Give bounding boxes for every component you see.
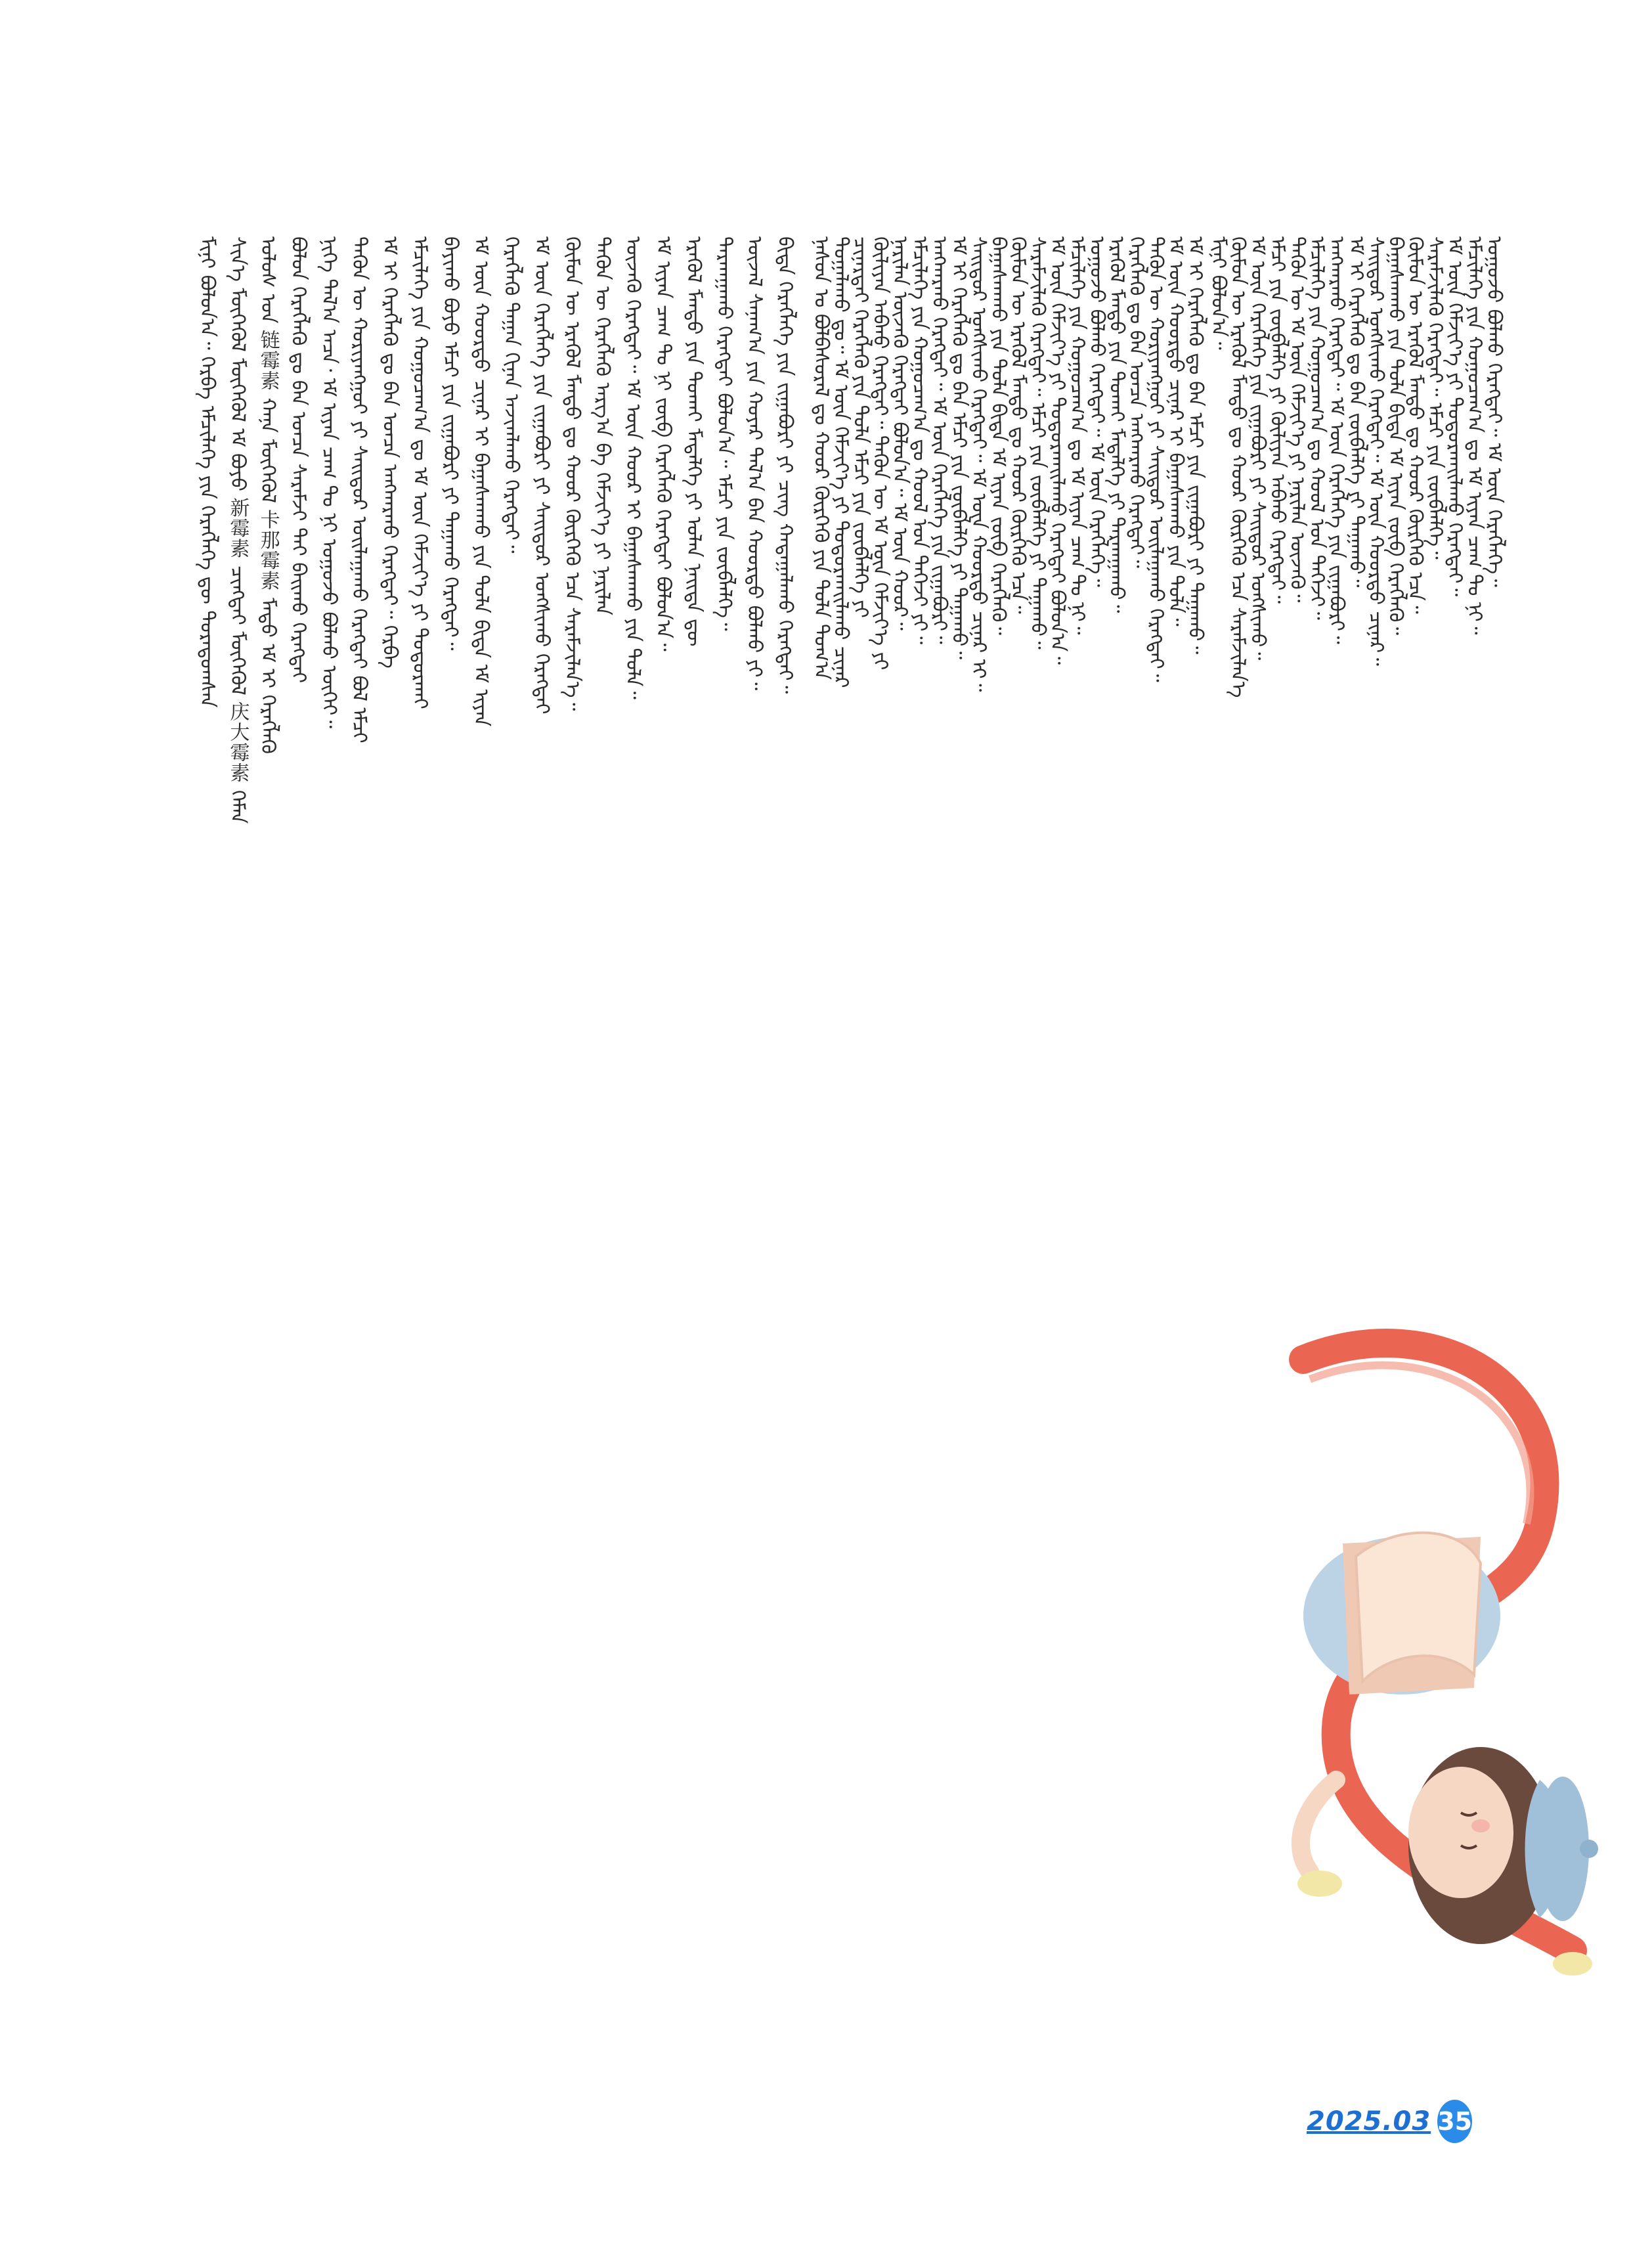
text-line: ᠮᠢᠨᠢ ᠪᠤᠯᠤᠨ᠎ᠠ᠃ (1207, 236, 1230, 350)
text-line: ᠲᠡᠭᠦᠨ ᠦ ᠬᠤᠷᠢᠶᠠᠩᠭᠤᠢ ᠶᠢ ᠰᠠᠢᠲᠤᠷ ᠣᠢᠯᠠᠭᠠᠬᠤ ᠬᠡᠷᠡᠭᠲᠡᠢ ᠪᠣᠯ ᠡᠮᠴᠢ (347, 236, 371, 743)
text-column-middle (810, 236, 1207, 2200)
text-line: ᠬᠦᠮᠦᠨ ᠦ ᠡᠷᠡᠭᠦᠯ ᠮᠡᠨᠳᠦ ᠳᠤ ᠬᠣᠣᠷ ᠬᠦᠷᠭᠡᠬᠦ ᠡᠴᠡ ᠰᠡᠷᠡᠮᠵᠢᠯᠡᠨ᠎ᠡ᠃ (560, 236, 584, 711)
text-line: ᠰᠠᠢᠲᠤᠷ ᠤᠩᠰᠢᠬᠤ ᠬᠡᠷᠡᠭᠲᠡᠢ᠃ ᠡᠮ ᠦᠨ ᠬᠣᠣᠷᠲᠤ ᠴᠢᠨᠠᠷ ᠢ᠃ (967, 236, 990, 692)
text-line: ᠬᠦᠮᠦᠨ ᠦ ᠡᠷᠡᠭᠦᠯ ᠮᠡᠨᠳᠦ ᠳᠤ ᠬᠣᠣᠷ ᠬᠦᠷᠭᠡᠬᠦ ᠡᠴᠡ ᠰᠡᠷᠡᠮᠵᠢᠯᠡᠨ᠎ᠡ (1227, 236, 1250, 698)
text-line: ᠲᠡᠭᠦᠨ ᠦ ᠡᠮ ᠦᠨ ᠬᠡᠮᠵᠢᠶ᠎ᠡ ᠶᠢ ᠨᠠᠷᠢᠯᠠᠨ ᠦᠵᠡᠬᠦ᠃ (1286, 236, 1309, 603)
text-line: ᠴᠢᠨᠠᠷᠲᠠᠢ ᠬᠡᠷᠡᠭᠯᠡᠬᠦ ᠶᠢᠨ ᠲᠤᠯᠠ ᠡᠮᠴᠢ ᠶᠢᠨ ᠵᠥᠪᠯᠡᠯᠭᠡ ᠶᠢ (849, 236, 872, 618)
text-line: ᠰᠠᠢᠲᠤᠷ ᠤᠩᠰᠢᠬᠤ ᠬᠡᠷᠡᠭᠲᠡᠢ᠃ ᠡᠮ ᠦᠨ ᠬᠣᠣᠷᠲᠤ ᠴᠢᠨᠠᠷ᠃ (1364, 236, 1387, 666)
text-line: ᠡᠮ ᠦᠨ ᠬᠡᠮᠵᠢᠶ᠎ᠡ ᠶᠢ ᠲᠣᠳᠣᠷᠬᠠᠢᠯᠠᠬᠤ ᠬᠡᠷᠡᠭᠲᠡᠢ ᠪᠣᠯᠣᠨ᠎ᠠ᠃ (1046, 236, 1069, 665)
text-line: ᠰᠢᠨ᠎ᠡ ᠮᠥᠭᠡᠭᠦᠯ ᠮᠥᠭᠡᠭᠦᠯ ᠡᠮ ᠪᠤᠶᠤ 新霉素 ᠴᠢᠩᠳᠠᠢ ᠮᠥᠭᠡᠭᠦᠯ 庆大霉素 ᠬᠡᠮᠡᠨ (226, 236, 250, 824)
text-line: ᠡᠷᠡᠭᠦᠯ ᠮᠡᠨᠳᠦ ᠶᠢᠨ ᠲᠤᠬᠠᠢ ᠮᠡᠳᠡᠯᠭᠡ ᠶᠢ ᠲᠠᠷᠬᠠᠭᠠᠬᠤ᠃ (1105, 236, 1128, 613)
text-line: ᠬᠡᠷᠡᠭᠯᠡᠬᠦ ᠳᠠᠭᠠᠨ ᠬᠢᠨᠠᠨ ᠠᠵᠢᠭᠯᠠᠬᠤ ᠬᠡᠷᠡᠭᠲᠡᠢ᠃ (500, 236, 523, 554)
text-line: ᠬᠡᠷᠡᠭᠯᠡᠬᠦ ᠳᠤ ᠪᠡᠨ ᠣᠨᠴᠠ ᠠᠩᠬᠠᠷᠬᠤ ᠬᠡᠷᠡᠭᠲᠡᠢ᠃ (1125, 236, 1148, 568)
text-line: ᠲᠣᠭᠠᠯᠠᠬᠤ ᠳᠤ᠃ ᠡᠮ ᠦᠨ ᠬᠡᠮᠵᠢᠶ᠎ᠡ ᠶᠢ ᠲᠣᠳᠣᠷᠬᠠᠢᠯᠠᠬᠤ ᠴᠢᠨᠠᠷ (829, 236, 852, 688)
text-line: ᠪᠠᠭᠠᠰᠬᠠᠬᠤ ᠶᠢᠨ ᠲᠤᠯᠠ ᠪᠢᠳᠡ ᠡᠮ ᠢᠶᠡᠨ ᠵᠥᠪ ᠬᠡᠷᠡᠭᠯᠡᠬᠦ᠃ (1384, 236, 1407, 635)
text-line: ᠦᠵᠡᠯ ᠰᠠᠨᠠᠭ᠎ᠠ ᠶᠢᠨ ᠬᠣᠶᠠᠷ ᠲᠠᠯ᠎ᠠ ᠪᠠᠨ ᠬᠣᠣᠷᠲᠤ ᠪᠣᠯᠬᠤ ᠶᠢ᠃ (743, 236, 766, 691)
text-line: ᠬᠦᠮᠦᠨ ᠦ ᠡᠷᠡᠭᠦᠯ ᠮᠡᠨᠳᠦ ᠳᠤ ᠬᠣᠣᠷ ᠬᠦᠷᠭᠡᠬᠦ ᠡᠴᠡ᠃ (1404, 236, 1427, 614)
text-line: ᠡᠮ ᠢ ᠬᠡᠷᠡᠭᠯᠡᠬᠦ ᠳᠤ ᠪᠡᠨ ᠡᠮᠴᠢ ᠶᠢᠨ ᠵᠢᠭᠠᠪᠤᠷᠢ ᠶᠢ ᠳᠠᠭᠠᠬᠤ᠃ (1184, 236, 1207, 655)
text-line: ᠮᠢᠨᠢ ᠪᠤᠯᠤᠨ᠎ᠠ᠃ ᠬᠡᠷᠪᠡ ᠡᠮᠴᠢᠯᠡᠭᠡ ᠶᠢᠨ ᠬᠡᠷᠡᠭᠯᠡᠭᠡ ᠳᠦ ᠳᠤᠷᠠᠳᠤᠭᠰᠠᠨ (196, 236, 219, 708)
text-line: ᠡᠮ ᠢ ᠬᠡᠷᠡᠭᠯᠡᠬᠦ ᠳᠤ ᠪᠡᠨ ᠡᠮᠴᠢ ᠶᠢᠨ ᠵᠥᠪᠯᠡᠯᠭᠡ ᠶᠢ ᠳᠠᠭᠠᠬᠤ᠃ (947, 236, 970, 659)
girl-reading-illustration (1264, 1307, 1605, 1990)
text-line: ᠡᠮᠴᠢᠯᠡᠭᠡ ᠶᠢᠨ ᠬᠤᠭᠤᠴᠠᠭ᠎ᠠ ᠳᠤ ᠬᠣᠣᠯ ᠤᠨ ᠳᠡᠭᠡᠵᠢ᠃ (1305, 236, 1328, 620)
text-line: ᠲᠡᠭᠦᠨ ᠦ ᠬᠡᠷᠡᠭᠯᠡᠬᠦ ᠠᠷᠭ᠎ᠠ ᠪᠠ ᠬᠡᠮᠵᠢᠶ᠎ᠡ ᠶᠢ ᠨᠠᠷᠢᠯᠠᠨ (591, 236, 615, 615)
text-line: ᠡᠮᠴᠢᠯᠡᠭᠡ ᠶᠢᠨ ᠬᠤᠭᠤᠴᠠᠭ᠎ᠠ ᠳᠤ ᠡᠮ ᠢᠶᠡᠨ ᠴᠠᠭ ᠲᠤ ᠨᠢ᠃ (1066, 236, 1089, 635)
text-line: ᠬᠦᠮᠦᠨ ᠦ ᠡᠷᠡᠭᠦᠯ ᠮᠡᠨᠳᠦ ᠳᠤ ᠬᠣᠣᠷ ᠬᠦᠷᠭᠡᠬᠦ ᠡᠴᠡ᠃ (1007, 236, 1030, 614)
text-line: ᠡᠮᠴᠢᠯᠡᠭᠡ ᠶᠢᠨ ᠬᠤᠭᠤᠴᠠᠭ᠎ᠠ ᠳᠤ ᠡᠮ ᠦᠨ ᠬᠡᠮᠵᠢᠶ᠎ᠡ ᠶᠢ ᠲᠣᠳᠣᠷᠬᠠᠶ (408, 236, 432, 709)
page-footer (1307, 2098, 1473, 2144)
text-line: ᠡᠮ ᠢ ᠬᠡᠷᠡᠭᠯᠡᠬᠦ ᠳᠤ ᠪᠡᠨ ᠣᠨᠴᠠ ᠠᠩᠬᠠᠷᠬᠤ ᠬᠡᠷᠡᠭᠲᠡᠢ᠃ ᠬᠡᠷᠪᠡ (378, 236, 401, 669)
text-line: ᠬᠦᠯᠢᠶᠡᠨ ᠠᠪᠬᠤ ᠬᠡᠷᠡᠭᠲᠡᠢ᠃ ᠲᠡᠭᠦᠨ ᠦ ᠡᠮ ᠦᠨ ᠬᠡᠮᠵᠢᠶ᠎ᠡ ᠶᠢ (869, 236, 892, 671)
girl-hugging-book-icon (1264, 1307, 1605, 1990)
text-line: ᠪᠣᠯᠣᠨ ᠬᠡᠷᠡᠭᠯᠡᠬᠦ ᠳᠤ ᠪᠡᠨ ᠣᠨᠴᠠ ᠰᠡᠷᠡᠮᠵᠢ ᠲᠠᠢ ᠪᠠᠢᠬᠤ ᠬᠡᠷᠡᠭᠲᠡᠢ (286, 236, 310, 683)
text-line: ᠨᠠᠷᠢᠯᠠᠨ ᠦᠵᠡᠬᠦ ᠬᠡᠷᠡᠭᠲᠡᠢ ᠪᠣᠯᠣᠨ᠎ᠠ᠃ ᠡᠮ ᠦᠨ ᠬᠣᠣᠷ᠃ (888, 236, 911, 631)
text-line: ᠤᠭᠤᠵᠤ ᠪᠤᠯᠬᠤ ᠬᠡᠷᠡᠭᠲᠡᠢ᠃ ᠡᠮ ᠦᠨ ᠬᠡᠷᠡᠭᠯᠡᠭᠡ᠃ (1483, 236, 1506, 587)
text-line: ᠡᠮ ᠢᠶᠡᠨ ᠴᠠᠭ ᠲᠤ ᠨᠢ ᠵᠥᠪ ᠬᠡᠷᠡᠭᠯᠡᠬᠦ ᠬᠡᠷᠡᠭᠲᠡᠢ ᠪᠣᠯᠣᠨ᠎ᠠ᠃ (651, 236, 675, 652)
text-line: ᠡᠮ ᠦᠨ ᠬᠡᠷᠡᠭᠯᠡᠭᠡ ᠶᠢᠨ ᠵᠢᠭᠠᠪᠤᠷᠢ ᠶᠢ ᠰᠠᠢᠲᠤᠷ ᠤᠩᠰᠢᠬᠤ ᠬᠡᠷᠡᠭᠲᠡᠢ (530, 236, 554, 715)
text-line: ᠡᠷᠡᠭᠦᠯ ᠮᠡᠨᠳᠦ ᠶᠢᠨ ᠲᠤᠬᠠᠢ ᠮᠡᠳᠡᠯᠭᠡ ᠶᠢ ᠣᠯᠠᠨ ᠨᠡᠢᠲᠡ ᠳᠦ (682, 236, 705, 647)
text-line: ᠨᠠᠰᠤᠨ ᠤ ᠪᠣᠯᠪᠠᠰᠤᠷᠠᠯ ᠳᠤ ᠬᠣᠣᠷ ᠬᠦᠷᠭᠡᠬᠦ ᠶᠢᠨ ᠲᠤᠯᠠ ᠲᠣᠭ᠎ᠠ (810, 236, 833, 680)
text-line: ᠤᠯᠤᠰ ᠤᠨ 链霉素 ᠬᠠᠨᠠ ᠮᠥᠭᠡᠭᠦᠯ 卡那霉素 ᠮᠡᠲᠦ ᠡᠮ ᠢ ᠬᠡᠷᠡᠭᠯᠡᠬᠦ (256, 236, 280, 754)
text-line: ᠲᠠᠷᠬᠠᠭᠠᠬᠤ ᠬᠡᠷᠡᠭᠲᠡᠢ ᠪᠣᠯᠣᠨ᠎ᠠ᠃ ᠡᠮᠴᠢ ᠶᠢᠨ ᠵᠥᠪᠯᠡᠯᠭᠡ᠃ (712, 236, 736, 631)
text-line: ᠡᠮᠴᠢᠯᠡᠭᠡ ᠶᠢᠨ ᠬᠤᠭᠤᠴᠠᠭ᠎ᠠ ᠳᠤ ᠬᠣᠣᠯ ᠤᠨ ᠳᠡᠭᠡᠵᠢ ᠶᠢ᠃ (908, 236, 931, 645)
text-line: ᠡᠮ ᠦᠨ ᠬᠣᠣᠷᠲᠤ ᠴᠢᠨᠠᠷ ᠢ ᠪᠠᠭᠠᠰᠬᠠᠬᠤ ᠶᠢᠨ ᠲᠤᠯᠠ ᠪᠢᠳᠡ ᠡᠮ ᠢᠶᠡᠨ (469, 236, 492, 727)
page-number-badge: 35 (1437, 2100, 1472, 2143)
text-line: ᠪᠠᠭᠠᠰᠬᠠᠬᠤ ᠶᠢᠨ ᠲᠤᠯᠠ ᠪᠢᠳᠡ ᠡᠮ ᠢᠶᠡᠨ ᠵᠥᠪ ᠬᠡᠷᠡᠭᠯᠡᠬᠦ᠃ (987, 236, 1010, 635)
text-line: ᠲᠡᠭᠦᠨ ᠦ ᠬᠤᠷᠢᠶᠠᠩᠭᠤᠢ ᠶᠢ ᠰᠠᠢᠲᠤᠷ ᠣᠢᠯᠠᠭᠠᠬᠤ ᠬᠡᠷᠡᠭᠲᠡᠢ᠃ (1144, 236, 1167, 682)
text-line: ᠨᠢᠭᠡ ᠲᠠᠯ᠎ᠠ ᠠᠴᠠ᠂ ᠡᠮ ᠢᠶᠡᠨ ᠴᠠᠭ ᠲᠤ ᠨᠢ ᠤᠭᠤᠵᠤ ᠪᠤᠯᠬᠤ ᠦᠭᠡᠢ᠃ (317, 236, 341, 729)
text-line: ᠡᠮ ᠢ ᠬᠡᠷᠡᠭᠯᠡᠬᠦ ᠳᠤ ᠪᠡᠨ ᠵᠥᠪᠯᠡᠯᠭᠡ ᠶᠢ ᠳᠠᠭᠠᠬᠤ᠃ (1345, 236, 1368, 588)
text-line: ᠰᠡᠷᠡᠮᠵᠢᠯᠡᠬᠦ ᠬᠡᠷᠡᠭᠲᠡᠢ᠃ ᠡᠮᠴᠢ ᠶᠢᠨ ᠵᠥᠪᠯᠡᠯᠭᠡ᠃ (1424, 236, 1446, 560)
text-column-left (197, 236, 794, 2200)
issue-date: 2025.03 (1307, 2106, 1431, 2136)
text-line: ᠡᠮ ᠦᠨ ᠬᠡᠷᠡᠭᠯᠡᠭᠡ ᠶᠢᠨ ᠵᠢᠭᠠᠪᠤᠷᠢ ᠶᠢ ᠰᠠᠢᠲᠤᠷ ᠤᠩᠰᠢᠬᠤ᠃ (1246, 236, 1269, 661)
text-line: ᠡᠮ ᠦᠨ ᠬᠡᠮᠵᠢᠶ᠎ᠡ ᠶᠢ ᠲᠣᠳᠣᠷᠬᠠᠢᠯᠠᠬᠤ ᠬᠡᠷᠡᠭᠲᠡᠢ᠃ (1443, 236, 1466, 597)
text-line: ᠪᠢᠳᠡ ᠬᠡᠷᠡᠭᠯᠡᠭᠡ ᠶᠢᠨ ᠵᠢᠭᠠᠪᠤᠷᠢ ᠶᠢ ᠴᠢᠩ ᠬᠠᠳᠠᠭᠠᠯᠠᠬᠤ ᠬᠡᠷᠡᠭᠲᠡᠢ᠃ (773, 236, 796, 694)
text-line: ᠡᠮᠴᠢᠯᠡᠭᠡ ᠶᠢᠨ ᠬᠤᠭᠤᠴᠠᠭ᠎ᠠ ᠳᠤ ᠡᠮ ᠢᠶᠡᠨ ᠴᠠᠭ ᠲᠤ ᠨᠢ᠃ (1463, 236, 1486, 635)
text-line: ᠦᠵᠡᠬᠦ ᠬᠡᠷᠡᠭᠲᠡᠢ᠃ ᠡᠮ ᠦᠨ ᠬᠣᠣᠷ ᠢ ᠪᠠᠭᠠᠰᠬᠠᠬᠤ ᠶᠢᠨ ᠲᠤᠯᠠ᠃ (621, 236, 645, 699)
text-line: ᠡᠮᠴᠢ ᠶᠢᠨ ᠵᠥᠪᠯᠡᠯᠭᠡ ᠶᠢ ᠬᠦᠯᠢᠶᠡᠨ ᠠᠪᠬᠤ ᠬᠡᠷᠡᠭᠲᠡᠢ᠃ (1266, 236, 1289, 604)
text-line: ᠤᠭᠤᠵᠤ ᠪᠤᠯᠬᠤ ᠬᠡᠷᠡᠭᠲᠡᠢ᠃ ᠡᠮ ᠦᠨ ᠬᠡᠷᠡᠭᠯᠡᠭᠡ᠃ (1085, 236, 1108, 587)
text-line: ᠪᠠᠶᠢᠬᠤ ᠪᠤᠶᠤ ᠡᠮᠴᠢ ᠶᠢᠨ ᠵᠢᠭᠠᠪᠤᠷᠢ ᠶᠢ ᠳᠠᠭᠠᠬᠤ ᠬᠡᠷᠡᠭᠲᠡᠢ᠃ (439, 236, 462, 651)
text-line: ᠠᠩᠬᠠᠷᠬᠤ ᠬᠡᠷᠡᠭᠲᠡᠢ᠃ ᠡᠮ ᠦᠨ ᠬᠡᠷᠡᠭᠯᠡᠭᠡ ᠶᠢᠨ ᠵᠢᠭᠠᠪᠤᠷᠢ᠃ (1325, 236, 1348, 644)
text-line: ᠡᠮ ᠦᠨ ᠬᠣᠣᠷᠲᠤ ᠴᠢᠨᠠᠷ ᠢ ᠪᠠᠭᠠᠰᠬᠠᠬᠤ ᠶᠢᠨ ᠲᠤᠯᠠ᠃ (1164, 236, 1187, 627)
text-line: ᠠᠩᠬᠠᠷᠬᠤ ᠬᠡᠷᠡᠭᠲᠡᠢ᠃ ᠡᠮ ᠦᠨ ᠬᠡᠷᠡᠭᠯᠡᠭᠡ ᠶᠢᠨ ᠵᠢᠭᠠᠪᠤᠷᠢ᠃ (928, 236, 951, 644)
text-line: ᠰᠡᠷᠡᠮᠵᠢᠯᠡᠬᠦ ᠬᠡᠷᠡᠭᠲᠡᠢ᠃ ᠡᠮᠴᠢ ᠶᠢᠨ ᠵᠥᠪᠯᠡᠯᠭᠡ ᠶᠢ ᠳᠠᠭᠠᠬᠤ᠃ (1026, 236, 1049, 650)
